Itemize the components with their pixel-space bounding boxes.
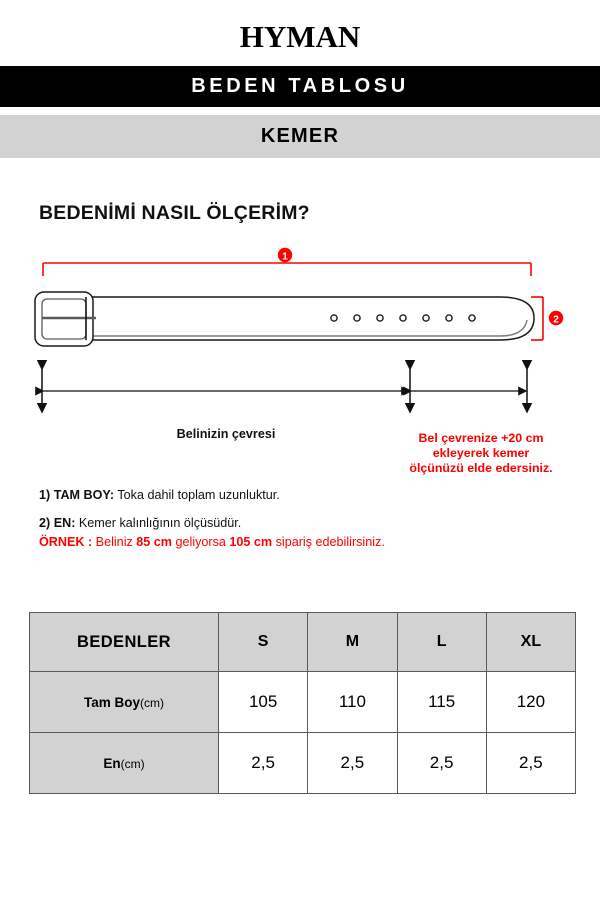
marker-1-icon — [278, 248, 292, 263]
note-tam-boy — [39, 488, 559, 503]
table-row — [30, 733, 576, 794]
table-header-row — [30, 613, 576, 672]
row-label-unit: (cm) — [140, 695, 164, 710]
cell-en-m: 2,5 — [308, 733, 397, 794]
category-bar — [0, 115, 600, 158]
marker-2-icon — [549, 311, 563, 326]
waist-measure-label: Belinizin çevresi — [176, 427, 276, 441]
cell-tam-boy-s: 105 — [219, 672, 308, 733]
row-label-text: En — [103, 755, 121, 771]
svg-text:2: 2 — [553, 314, 559, 326]
note-tam-boy-text: Toka dahil toplam uzunluktur. — [114, 488, 280, 502]
banner-title-bar — [0, 66, 600, 107]
note-en-text: Kemer kalınlığının ölçüsüdür. — [75, 516, 242, 530]
cell-tam-boy-xl: 120 — [486, 672, 575, 733]
measurement-notes — [39, 488, 559, 550]
svg-text:ölçünüzü elde edersiniz.: ölçünüzü elde edersiniz. — [409, 461, 553, 475]
note-example-part2: geliyorsa — [172, 535, 230, 549]
banner-title: BEDEN TABLOSU — [191, 75, 409, 97]
row-label-text: Tam Boy — [83, 694, 140, 710]
note-example — [39, 535, 559, 550]
table-header-size-m: M — [308, 613, 397, 672]
brand-logo: HYMAN — [239, 19, 361, 54]
svg-text:ekleyerek kemer: ekleyerek kemer — [432, 446, 530, 460]
note-en-label: 2) EN: — [39, 516, 76, 530]
cell-tam-boy-l: 115 — [397, 672, 486, 733]
category-title: KEMER — [260, 125, 340, 147]
row-label-en — [30, 733, 219, 794]
belt-body — [60, 297, 534, 340]
note-example-label: ÖRNEK : — [39, 535, 93, 549]
belt-diagram — [0, 240, 600, 490]
svg-text:1: 1 — [282, 251, 288, 263]
table-header-size-s: S — [219, 613, 308, 672]
table-header-size-l: L — [397, 613, 486, 672]
belt-size-note — [409, 431, 552, 475]
table-header-size-xl: XL — [486, 613, 575, 672]
cell-en-l: 2,5 — [397, 733, 486, 794]
note-example-part1: Beliniz — [92, 535, 137, 549]
table-header-label: BEDENLER — [30, 613, 219, 672]
row-label-tam-boy — [30, 672, 219, 733]
note-example-value2: 105 cm — [229, 535, 273, 549]
svg-text:Bel çevrenize +20 cm: Bel çevrenize +20 cm — [418, 431, 544, 445]
cell-en-xl: 2,5 — [486, 733, 575, 794]
note-example-value1: 85 cm — [136, 535, 173, 549]
size-table — [29, 612, 576, 794]
table-row — [30, 672, 576, 733]
full-length-bracket — [43, 263, 531, 276]
row-label-unit: (cm) — [120, 756, 145, 771]
measure-instructions-heading: BEDENİMİ NASIL ÖLÇERİM? — [39, 202, 310, 224]
note-en — [39, 516, 559, 531]
note-example-part3: sipariş edebilirsiniz. — [272, 535, 385, 549]
note-tam-boy-label: 1) TAM BOY: — [39, 488, 115, 502]
cell-tam-boy-m: 110 — [308, 672, 397, 733]
cell-en-s: 2,5 — [219, 733, 308, 794]
